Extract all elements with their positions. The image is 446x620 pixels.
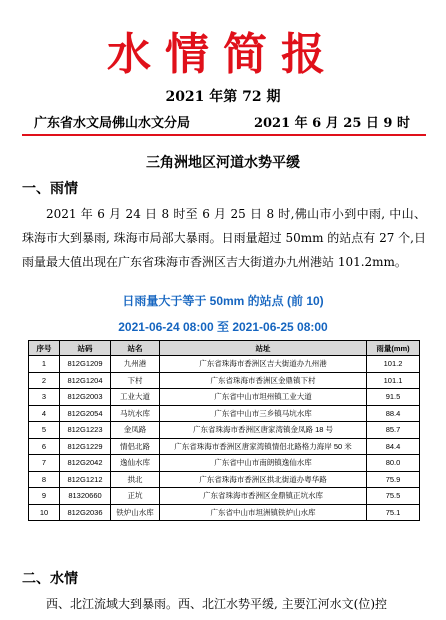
cell-address: 广东省中山市坦洲镇铁炉山水库 bbox=[160, 504, 367, 521]
cell-index: 10 bbox=[29, 504, 60, 521]
table-row bbox=[29, 356, 420, 373]
col-header-rainfall: 雨量(mm) bbox=[367, 341, 420, 356]
cell-station-name: 金凤路 bbox=[111, 422, 160, 439]
col-header-address: 站址 bbox=[160, 341, 367, 356]
cell-rainfall: 75.1 bbox=[367, 504, 420, 521]
masthead-title: 水情简报 bbox=[107, 29, 339, 80]
cell-station-code: 812G2042 bbox=[60, 455, 111, 472]
cell-station-name: 拱北 bbox=[111, 471, 160, 488]
cell-address: 广东省中山市坦州镇工业大道 bbox=[160, 389, 367, 406]
cell-station-code: 812G2003 bbox=[60, 389, 111, 406]
cell-rainfall: 91.5 bbox=[367, 389, 420, 406]
cell-station-code: 812G1223 bbox=[60, 422, 111, 439]
table-header-row bbox=[29, 341, 420, 356]
cell-station-code: 812G2054 bbox=[60, 405, 111, 422]
cell-index: 9 bbox=[29, 488, 60, 505]
cell-station-code: 812G1229 bbox=[60, 438, 111, 455]
table-row bbox=[29, 488, 420, 505]
cell-station-name: 工业大道 bbox=[111, 389, 160, 406]
issuing-agency: 广东省水文局佛山水文分局 bbox=[34, 116, 191, 131]
table-title: 日雨量大于等于 50mm 的站点 (前 10) bbox=[122, 294, 324, 308]
rain-paragraph: 2021 年 6 月 24 日 8 时至 6 月 25 日 8 时,佛山市小到中雨, 中山、珠海市大到暴雨, 珠海市局部大暴雨。日雨量超过 50mm 的站点有 27 个,日雨量最大值出现在广东省珠海市香洲区吉大街道办九州港站 101.2mm。 bbox=[22, 207, 427, 269]
cell-rainfall: 80.0 bbox=[367, 455, 420, 472]
cell-index: 3 bbox=[29, 389, 60, 406]
cell-address: 广东省中山市三乡镇马坑水库 bbox=[160, 405, 367, 422]
cell-address: 广东省珠海市香洲区唐家湾镇金凤路 18 号 bbox=[160, 422, 367, 439]
table-row bbox=[29, 504, 420, 521]
cell-index: 1 bbox=[29, 356, 60, 373]
table-row bbox=[29, 405, 420, 422]
cell-station-name: 情侣北路 bbox=[111, 438, 160, 455]
cell-station-name: 九州港 bbox=[111, 356, 160, 373]
cell-rainfall: 75.5 bbox=[367, 488, 420, 505]
table-row bbox=[29, 471, 420, 488]
cell-address: 广东省珠海市香洲区拱北街道办粤华路 bbox=[160, 471, 367, 488]
cell-station-name: 逸仙水库 bbox=[111, 455, 160, 472]
issue-number: 2021 年第 72 期 bbox=[165, 89, 281, 105]
cell-station-name: 马坑水库 bbox=[111, 405, 160, 422]
cell-index: 4 bbox=[29, 405, 60, 422]
table-row bbox=[29, 372, 420, 389]
cell-station-name: 铁炉山水库 bbox=[111, 504, 160, 521]
cell-index: 6 bbox=[29, 438, 60, 455]
issue-date: 2021 年 6 月 25 日 9 时 bbox=[253, 116, 410, 131]
water-paragraph: 西、北江流域大到暴雨。西、北江水势平缓, 主要江河水文(位)控 bbox=[46, 597, 387, 611]
table-row bbox=[29, 455, 420, 472]
table-row bbox=[29, 438, 420, 455]
cell-station-code: 812G1204 bbox=[60, 372, 111, 389]
cell-rainfall: 75.9 bbox=[367, 471, 420, 488]
section-heading-rain: 一、雨情 bbox=[22, 181, 78, 197]
header-divider bbox=[22, 134, 426, 136]
cell-station-name: 下村 bbox=[111, 372, 160, 389]
cell-rainfall: 101.1 bbox=[367, 372, 420, 389]
cell-rainfall: 84.4 bbox=[367, 438, 420, 455]
cell-index: 7 bbox=[29, 455, 60, 472]
report-title: 三角洲地区河道水势平缓 bbox=[146, 155, 300, 171]
cell-station-name: 正坑 bbox=[111, 488, 160, 505]
cell-station-code: 812G2036 bbox=[60, 504, 111, 521]
cell-rainfall: 101.2 bbox=[367, 356, 420, 373]
cell-station-code: 812G1212 bbox=[60, 471, 111, 488]
cell-address: 广东省中山市南朗镇逸仙水库 bbox=[160, 455, 367, 472]
cell-index: 8 bbox=[29, 471, 60, 488]
rainfall-table bbox=[28, 340, 420, 521]
table-row bbox=[29, 422, 420, 439]
cell-address: 广东省珠海市香洲区唐家湾镇情侣北路格力海岸 50 米 bbox=[160, 438, 367, 455]
col-header-index: 序号 bbox=[29, 341, 60, 356]
cell-address: 广东省珠海市香洲区金鼎镇下村 bbox=[160, 372, 367, 389]
cell-rainfall: 88.4 bbox=[367, 405, 420, 422]
col-header-station-code: 站码 bbox=[60, 341, 111, 356]
table-row bbox=[29, 389, 420, 406]
col-header-station-name: 站名 bbox=[111, 341, 160, 356]
table-period: 2021-06-24 08:00 至 2021-06-25 08:00 bbox=[118, 320, 328, 334]
cell-address: 广东省珠海市香洲区金鼎镇正坑水库 bbox=[160, 488, 367, 505]
section-heading-water: 二、水情 bbox=[22, 571, 78, 587]
cell-station-code: 812G1209 bbox=[60, 356, 111, 373]
cell-address: 广东省珠海市香洲区吉大街道办九州港 bbox=[160, 356, 367, 373]
cell-rainfall: 85.7 bbox=[367, 422, 420, 439]
cell-station-code: 81320660 bbox=[60, 488, 111, 505]
cell-index: 5 bbox=[29, 422, 60, 439]
cell-index: 2 bbox=[29, 372, 60, 389]
